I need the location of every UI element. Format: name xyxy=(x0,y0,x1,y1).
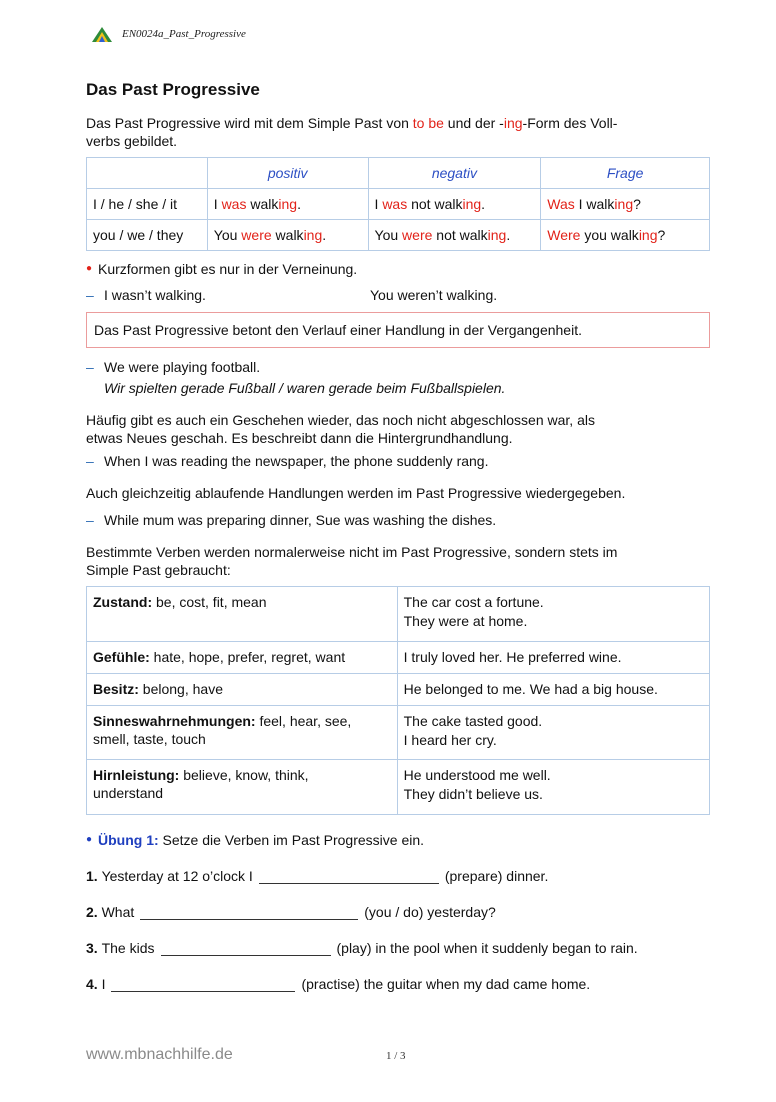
table-row xyxy=(87,220,710,251)
exercise-item: 4. I (practise) the guitar when my dad came home. xyxy=(86,976,591,992)
stative-verbs-table xyxy=(86,586,710,815)
example-german: Wir spielten gerade Fußball / waren gerade beim Fußballspielen. xyxy=(104,380,506,396)
exercise-item: 3. The kids (play) in the pool when it suddenly began to rain. xyxy=(86,940,638,956)
table-row xyxy=(87,674,710,706)
kurzformen-note xyxy=(86,260,710,278)
exercise-item: 1. Yesterday at 12 o’clock I (prepare) dinner. xyxy=(86,868,549,884)
answer-blank[interactable] xyxy=(111,977,295,992)
example-football xyxy=(86,358,710,376)
kurzformen-text: Kurzformen gibt es nur in der Verneinung. xyxy=(98,261,358,277)
answer-blank[interactable] xyxy=(140,905,358,920)
exercise-item: 2. What (you / do) yesterday? xyxy=(86,904,496,920)
page-number: 1 / 3 xyxy=(386,1050,406,1062)
verb-example-cell: The cake tasted good. I heard her cry. xyxy=(397,706,709,760)
intro-text-3: -Form des Voll- xyxy=(522,115,618,131)
intro-to-be: to be xyxy=(412,115,444,131)
table-row xyxy=(87,587,710,642)
paragraph-background-action: Häufig gibt es auch ein Geschehen wieder, das noch nicht abgeschlossen war, als etwas Neues geschah. Es beschreibt dann die Hintergrundhandlung. xyxy=(86,412,595,446)
verb-example-cell: I truly loved her. He preferred wine. xyxy=(397,642,709,674)
document-header xyxy=(92,26,246,42)
negative-cell: I was not walking. xyxy=(368,189,541,220)
question-cell: Was I walking? xyxy=(541,189,710,220)
table-row xyxy=(87,189,710,220)
exercise-title: Übung 1: xyxy=(98,832,159,848)
verb-example-cell: He understood me well. They didn’t believe us. xyxy=(397,760,709,815)
positive-cell: I was walking. xyxy=(207,189,368,220)
negative-cell: You were not walking. xyxy=(368,220,541,251)
rule-box: Das Past Progressive betont den Verlauf einer Handlung in der Vergangenheit. xyxy=(86,312,710,348)
verb-example-cell: He belonged to me. We had a big house. xyxy=(397,674,709,706)
subject-cell: I / he / she / it xyxy=(87,189,208,220)
exercise-heading xyxy=(86,831,710,849)
table-row xyxy=(87,642,710,674)
item-number: 4. xyxy=(86,976,98,992)
dash-icon: – xyxy=(86,453,94,469)
example-newspaper xyxy=(86,452,710,470)
forms-table xyxy=(86,157,710,251)
page-content xyxy=(86,80,710,992)
header-cell: negativ xyxy=(368,158,541,189)
answer-blank[interactable] xyxy=(161,941,331,956)
intro-text-4: verbs gebildet. xyxy=(86,133,178,149)
blue-bullet-icon: ● xyxy=(86,834,93,845)
verb-category-cell: Besitz: belong, have xyxy=(87,674,398,706)
example-dinner xyxy=(86,511,710,529)
table-row xyxy=(87,760,710,815)
subject-cell: you / we / they xyxy=(87,220,208,251)
item-number: 3. xyxy=(86,940,98,956)
item-number: 2. xyxy=(86,904,98,920)
mountain-logo-icon xyxy=(92,26,112,42)
intro-paragraph xyxy=(86,114,710,150)
item-number: 1. xyxy=(86,868,98,884)
table-row xyxy=(87,706,710,760)
answer-blank[interactable] xyxy=(259,869,439,884)
short-form-example: You weren’t walking. xyxy=(370,287,498,303)
intro-ing: ing xyxy=(503,115,523,131)
document-id: EN0024a_Past_Progressive xyxy=(122,28,246,40)
example-english: While mum was preparing dinner, Sue was washing the dishes. xyxy=(104,512,497,528)
header-cell: positiv xyxy=(207,158,368,189)
exercise-instruction: Setze die Verben im Past Progressive ein. xyxy=(158,832,425,848)
intro-text-1: Das Past Progressive wird mit dem Simple Past von xyxy=(86,115,413,131)
verb-example-cell: The car cost a fortune. They were at home. xyxy=(397,587,709,642)
paragraph-simultaneous: Auch gleichzeitig ablaufende Handlungen werden im Past Progressive wiedergegeben. xyxy=(86,485,626,501)
dash-icon: – xyxy=(86,359,94,375)
kurzformen-examples xyxy=(86,286,710,304)
footer-url: www.mbnachhilfe.de xyxy=(86,1046,233,1063)
red-bullet-icon: ● xyxy=(86,263,93,274)
verb-category-cell: Sinneswahrnehmungen: feel, hear, see, smell, taste, touch xyxy=(87,706,398,760)
header-cell xyxy=(87,158,208,189)
dash-icon: – xyxy=(86,512,94,528)
header-cell: Frage xyxy=(541,158,710,189)
verb-category-cell: Zustand: be, cost, fit, mean xyxy=(87,587,398,642)
verb-category-cell: Gefühle: hate, hope, prefer, regret, want xyxy=(87,642,398,674)
example-english: When I was reading the newspaper, the phone suddenly rang. xyxy=(104,453,489,469)
intro-text-2: und der - xyxy=(443,115,504,131)
dash-icon: – xyxy=(86,287,94,303)
page-title: Das Past Progressive xyxy=(86,80,260,99)
paragraph-stative-verbs: Bestimmte Verben werden normalerweise nicht im Past Progressive, sondern stets im Simple Past gebraucht: xyxy=(86,544,618,578)
forms-table-header xyxy=(87,158,710,189)
example-english: We were playing football. xyxy=(104,359,261,375)
short-form-example: I wasn’t walking. xyxy=(104,287,206,303)
verb-category-cell: Hirnleistung: believe, know, think, understand xyxy=(87,760,398,815)
positive-cell: You were walking. xyxy=(207,220,368,251)
question-cell: Were you walking? xyxy=(541,220,710,251)
